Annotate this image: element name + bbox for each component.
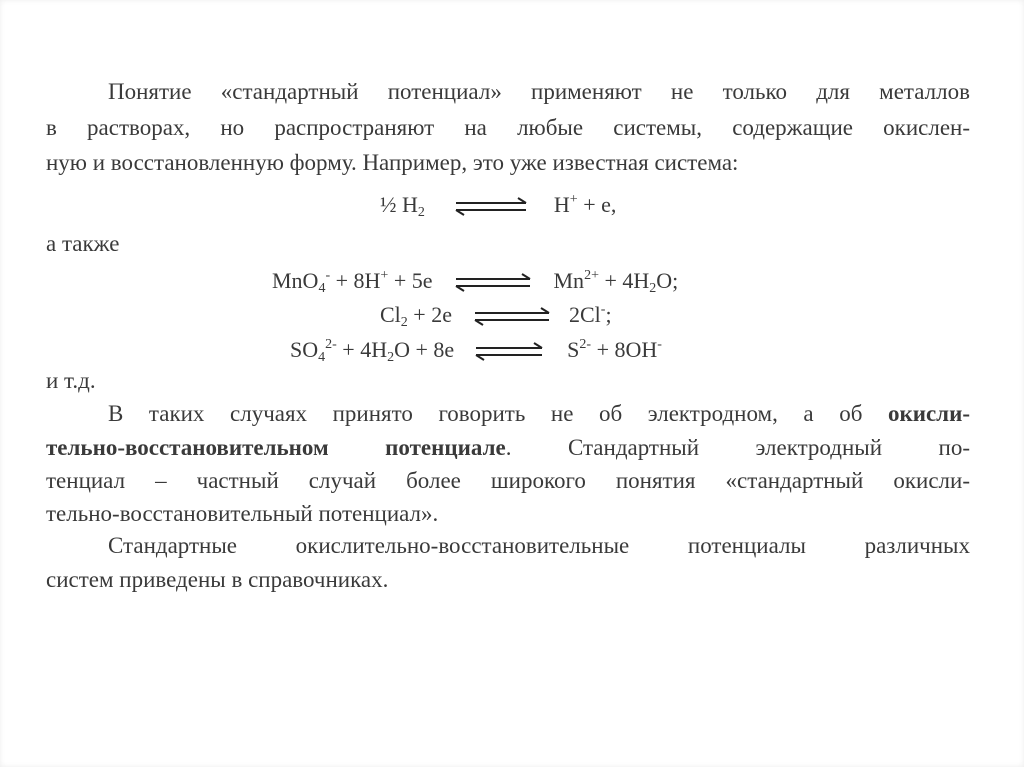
eq3-r-a-sup: - — [600, 302, 606, 317]
eq2-r-a: Mn — [553, 268, 585, 293]
equilibrium-arrow-icon — [452, 273, 534, 293]
eq4-r-a-sup: 2- — [579, 337, 592, 352]
equilibrium-arrow-icon — [452, 197, 530, 217]
equation-hydrogen — [380, 186, 616, 227]
eq1-right: H — [553, 192, 570, 217]
eq2-l-b-sup: + — [380, 268, 389, 283]
eq3-l-a: Cl — [380, 302, 401, 327]
eq2-r-c: O; — [656, 268, 679, 293]
eq2-l-a: MnO — [272, 268, 319, 293]
paragraph-2-line-2-text: . Стандартный электродный по- — [505, 435, 970, 460]
paragraph-2-line-1-text: В таких случаях принято говорить не об электродном, а об — [108, 401, 888, 426]
eq1-right-rest: + e, — [577, 192, 617, 217]
eq4-l-b-sub: 2 — [387, 350, 395, 365]
etc-label: и т.д. — [46, 368, 96, 393]
also-label: а также — [46, 231, 120, 256]
eq3-l-b: + 2e — [407, 302, 452, 327]
eq4-l-a-sub: 4 — [318, 350, 326, 365]
eq1-left: ½ H — [380, 192, 418, 217]
eq4-l-c: O + 8e — [394, 337, 455, 362]
paragraph-2-term-start: окисли- — [887, 401, 970, 426]
equilibrium-arrow-icon — [472, 342, 546, 362]
paragraph-1-line-2: в растворах, но распространяют на любые системы, содержащие окислен- — [46, 115, 970, 140]
eq4-l-a-sup: 2- — [325, 337, 337, 352]
eq2-r-b-sub: 2 — [649, 281, 657, 296]
paragraph-1-line-3: ную и восстановленную форму. Например, это уже известная система: — [46, 150, 739, 175]
equilibrium-arrow-icon — [471, 307, 553, 327]
eq2-l-a-sup: - — [325, 268, 331, 283]
paragraph-3-line-1: Стандартные окислительно-восстановительные потенциалы различных — [108, 533, 970, 558]
eq2-l-b: + 8H — [330, 268, 381, 293]
eq3-r-b: ; — [605, 302, 612, 327]
paragraph-2-term-end: тельно-восстановительном потенциале — [46, 435, 506, 460]
paragraph-2-line-1 — [108, 400, 970, 428]
eq1-right-sup: + — [569, 192, 578, 207]
paragraph-2-line-2 — [46, 434, 970, 462]
eq2-l-a-sub: 4 — [318, 281, 326, 296]
eq2-r-b: + 4H — [598, 268, 650, 293]
eq3-r-a: 2Cl — [568, 302, 601, 327]
eq4-l-a: SO — [290, 337, 319, 362]
eq1-left-sub: 2 — [417, 205, 425, 220]
eq3-l-a-sub: 2 — [400, 315, 408, 330]
paragraph-2-line-3: тенциал – частный случай более широкого понятия «стандартный окисли- — [46, 468, 970, 493]
eq4-l-b: + 4H — [336, 337, 388, 362]
eq4-r-b-sup: - — [657, 337, 662, 352]
paragraph-3-line-2: систем приведены в справочниках. — [46, 567, 389, 592]
equation-sulfate — [290, 331, 662, 372]
eq4-r-a: S — [567, 337, 580, 362]
paragraph-2-line-4: тельно-восстановительный потенциал». — [46, 501, 439, 526]
eq4-r-b: + 8OH — [591, 337, 658, 362]
eq2-l-c: + 5e — [388, 268, 433, 293]
paragraph-1-line-1: Понятие «стандартный потенциал» применяют не только для металлов — [108, 79, 970, 104]
eq2-r-a-sup: 2+ — [584, 268, 599, 283]
